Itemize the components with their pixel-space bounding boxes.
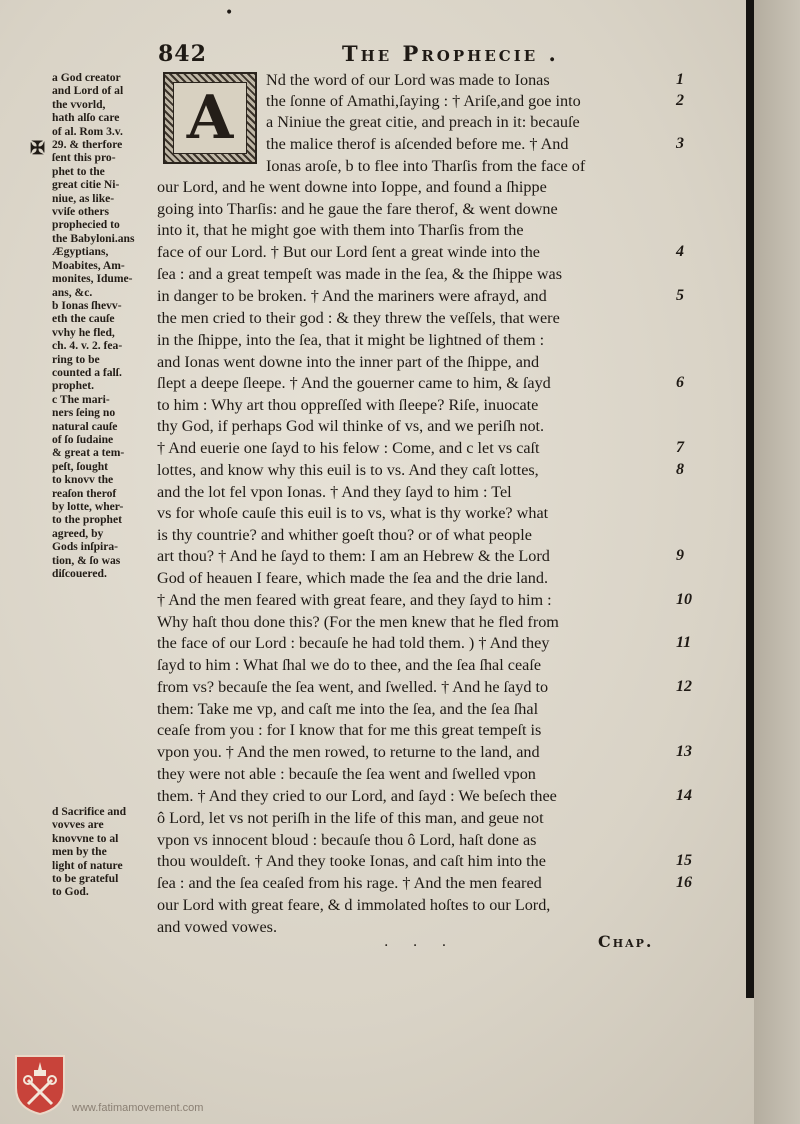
margin-note-line: prophet. — [52, 379, 94, 393]
margin-note-line: 29. & therfore — [52, 138, 123, 152]
body-line: Ionas aroſe, b to flee into Tharſis from the face of — [266, 157, 586, 175]
verse-number: 15 — [676, 852, 692, 869]
ink-dots: · · · — [384, 938, 457, 954]
margin-note-line: eth the cauſe — [52, 312, 115, 326]
margin-note-line: a God creator — [52, 71, 121, 84]
body-line: thou wouldeſt. † And they tooke Ionas, and caſt him into the — [157, 852, 546, 870]
margin-note-line: monites, Idume- — [52, 272, 133, 286]
margin-note-line: light of nature — [52, 858, 123, 872]
margin-note-line: ſent this pro- — [52, 151, 116, 165]
verse-number: 7 — [676, 439, 684, 456]
body-line: the men cried to their god : & they threw the veſſels, that were — [157, 309, 560, 327]
margin-note-line: reaſon therof — [52, 486, 117, 500]
body-line: them. † And they cried to our Lord, and ſayd : We beſech thee — [157, 787, 557, 805]
body-line: † And euerie one ſayd to his felow : Come, and c let vs caſt — [157, 439, 540, 457]
body-line: them: Take me vp, and caſt me into the ſea, and the ſea ſhal — [157, 700, 539, 718]
margin-note-line: great citie Ni- — [52, 178, 120, 192]
body-line: God of heauen I feare, which made the ſea and the drie land. — [157, 569, 549, 587]
margin-note-line: to the prophet — [52, 513, 122, 527]
body-line: ceaſe from you : for I know that for me this great tempeſt is — [157, 721, 542, 739]
body-line: they were not able : becauſe the ſea went and ſwelled vpon — [157, 765, 536, 783]
verse-number: 16 — [676, 874, 692, 891]
body-line: in the ſhippe, into the ſea, that it might be lightned of them : — [157, 331, 545, 349]
margin-note-line: to knovv the — [52, 473, 114, 487]
body-line: Nd the word of our Lord was made to Ionas — [266, 71, 550, 89]
verse-number: 9 — [676, 547, 684, 564]
body-line: ſayd to him : What ſhal we do to thee, and the ſea ſhal ceaſe — [157, 656, 542, 674]
body-line: to him : Why art thou oppreſſed with ſleepe? Riſe, inuocate — [157, 396, 539, 414]
body-line: into it, that he might goe with them into Tharſis from the — [157, 221, 524, 239]
body-line: and Ionas went downe into the inner part of the ſhippe, and — [157, 353, 540, 371]
margin-note-line: Gods inſpira- — [52, 540, 119, 554]
body-line: thy God, if perhaps God wil thinke of vs, and we periſh not. — [157, 417, 545, 435]
margin-note-line: c The mari- — [52, 392, 110, 406]
verse-number: 3 — [676, 135, 684, 152]
verse-number: 1 — [676, 71, 684, 88]
margin-note-line: knovvne to al — [52, 831, 119, 845]
website-watermark[interactable]: www.fatimamovement.com — [72, 1102, 204, 1114]
body-line: vs for whoſe cauſe this euil is to vs, what is thy worke? what — [157, 504, 549, 522]
margin-notes-top — [52, 71, 156, 580]
margin-notes-bottom — [52, 805, 156, 899]
margin-note-line: ch. 4. v. 2. fea- — [52, 339, 123, 353]
body-line: the malice therof is aſcended before me. † And — [266, 135, 569, 153]
body-line: ô Lord, let vs not periſh in the life of this man, and geue not — [157, 809, 544, 827]
margin-note-line: the Babyloni.ans — [52, 231, 135, 245]
verse-number: 8 — [676, 461, 684, 478]
verse-number: 12 — [676, 678, 692, 695]
margin-note-line: vviſe others — [52, 205, 109, 219]
verse-number: 10 — [676, 591, 692, 608]
body-line: our Lord, and he went downe into Ioppe, and found a ſhippe — [157, 178, 547, 196]
margin-note-line: to be grateful — [52, 872, 119, 886]
margin-note-line: Moabites, Am- — [52, 258, 125, 272]
running-title: The Prophecie . — [342, 41, 559, 66]
body-line: a Niniue the great citie, and preach in it: becauſe — [266, 113, 580, 131]
margin-note-line: & great a tem- — [52, 446, 125, 460]
papal-keys-seal-icon — [12, 1052, 68, 1116]
body-line: and the lot fel vpon Ionas. † And they ſayd to him : Tel — [157, 483, 512, 501]
body-line: Why haſt thou done this? (For the men knew that he fled from — [157, 613, 559, 631]
margin-note-line: ans, &c. — [52, 285, 93, 299]
margin-note-line: counted a falſ. — [52, 365, 122, 379]
margin-note-line: b Ionas ſhevv- — [52, 298, 122, 312]
body-line: and vowed vowes. — [157, 918, 278, 936]
body-line: in danger to be broken. † And the mariners were afrayd, and — [157, 287, 547, 305]
margin-note-line: by lotte, wher- — [52, 500, 124, 513]
body-line: lottes, and know why this euil is to vs. And they caſt lottes, — [157, 461, 539, 479]
margin-note-line: natural cauſe — [52, 419, 118, 433]
top-ink-mark: • — [225, 5, 234, 21]
body-line: art thou? † And he ſayd to them: I am an Hebrew & the Lord — [157, 547, 550, 565]
body-line: is thy countrie? and whither goeſt thou? or of what people — [157, 526, 532, 544]
margin-note-line: peſt, ſought — [52, 459, 109, 473]
body-line: † And the men feared with great feare, and they ſayd to him : — [157, 591, 552, 609]
margin-note-line: ring to be — [52, 352, 100, 366]
body-line: vpon you. † And the men rowed, to returne to the land, and — [157, 743, 540, 761]
margin-note-line: d Sacrifice and — [52, 805, 127, 818]
margin-note-line: hath alſo care — [52, 111, 120, 125]
verse-number: 14 — [676, 787, 692, 804]
page-edge-shadow — [754, 0, 800, 1124]
margin-note-line: agreed, by — [52, 526, 104, 540]
body-line: the face of our Lord : becauſe he had told them. ) † And they — [157, 634, 550, 652]
margin-note-line: phet to the — [52, 164, 105, 178]
body-line: face of our Lord. † But our Lord ſent a great winde into the — [157, 243, 540, 261]
body-line: ſlept a deepe ſleepe. † And the gouerner came to him, & ſayd — [157, 374, 551, 392]
margin-note-line: of ſo ſudaine — [52, 432, 114, 446]
verse-number: 13 — [676, 743, 692, 760]
margin-note-line: and Lord of al — [52, 84, 124, 98]
margin-note-line: niue, as like- — [52, 191, 115, 205]
decorated-initial — [163, 72, 257, 164]
margin-note-line: men by the — [52, 845, 107, 859]
margin-note-line: ners ſeing no — [52, 406, 116, 420]
page-number: 842 — [158, 41, 207, 67]
body-line: from vs? becauſe the ſea went, and ſwelled. † And he ſayd to — [157, 678, 549, 696]
body-line: the ſonne of Amathi,ſaying : † Ariſe,and goe into — [266, 92, 581, 110]
margin-note-line: vovves are — [52, 818, 104, 832]
catchword: Chap. — [598, 932, 654, 951]
margin-note-line: Ægyptians, — [52, 245, 109, 259]
verse-number: 11 — [676, 634, 692, 651]
body-line: vpon vs innocent bloud : becauſe thou ô Lord, haſt done as — [157, 831, 537, 849]
verse-number: 5 — [676, 287, 684, 304]
verse-number: 2 — [676, 92, 684, 109]
margin-note-line: tion, & ſo was — [52, 553, 121, 567]
verse-number: 4 — [676, 243, 684, 260]
margin-note-line: prophecied to — [52, 218, 120, 232]
margin-note-line: the vvorld, — [52, 97, 106, 111]
body-line: going into Tharſis: and he gaue the fare therof, & went downe — [157, 200, 558, 218]
body-line: ſea : and a great tempeſt was made in the ſea, & the ſhippe was — [157, 265, 562, 283]
margin-note-line: vvhy he fled, — [52, 325, 115, 339]
margin-cross-icon: ✠ — [30, 138, 46, 159]
body-line: ſea : and the ſea ceaſed from his rage. † And the men feared — [157, 874, 542, 892]
verse-number: 6 — [676, 374, 684, 391]
margin-note-line: of al. Rom 3.v. — [52, 124, 123, 138]
margin-note-line: to God. — [52, 885, 89, 899]
book-spine-edge — [746, 0, 754, 998]
body-line: our Lord with great feare, & d immolated hoſtes to our Lord, — [157, 896, 551, 914]
initial-letter: A — [186, 83, 234, 153]
margin-note-line: diſcouered. — [52, 567, 107, 581]
